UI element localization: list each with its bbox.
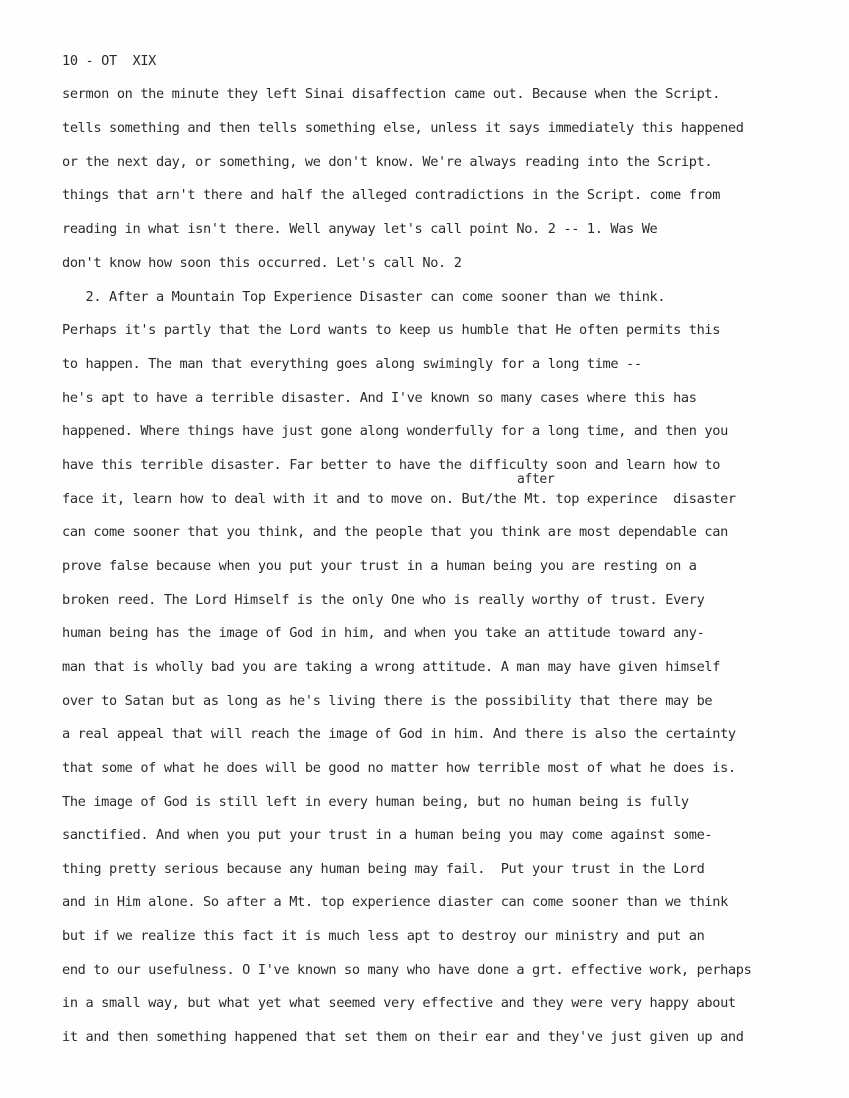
text-line-23: sanctified. And when you put your trust in a human being you may come against some- [62, 827, 713, 843]
text-line-15: prove false because when you put your trust in a human being you are resting on a [62, 558, 697, 574]
text-line-14: can come sooner that you think, and the people that you think are most dependable can [62, 524, 728, 540]
text-line-9: to happen. The man that everything goes along swimingly for a long time -- [62, 356, 642, 372]
text-line-29: it and then something happened that set them on their ear and they've just given up and [62, 1029, 744, 1045]
text-line-19: over to Satan but as long as he's living there is the possibility that there may be [62, 693, 713, 709]
text-line-25: and in Him alone. So after a Mt. top experience diaster can come sooner than we think [62, 894, 728, 910]
text-line-11: happened. Where things have just gone along wonderfully for a long time, and then you [62, 423, 728, 439]
text-line-16: broken reed. The Lord Himself is the only One who is really worthy of trust. Every [62, 592, 705, 608]
text-line-20: a real appeal that will reach the image of God in him. And there is also the certainty [62, 726, 736, 742]
text-line-27: end to our usefulness. O I've known so many who have done a grt. effective work, perhaps [62, 962, 752, 978]
text-line-10: he's apt to have a terrible disaster. And I've known so many cases where this has [62, 390, 697, 406]
interlinear-insert: after [517, 472, 555, 487]
text-line-28: in a small way, but what yet what seemed very effective and they were very happy about [62, 995, 736, 1011]
text-line-7: 2. After a Mountain Top Experience Disaster can come sooner than we think. [62, 289, 666, 305]
text-line-18: man that is wholly bad you are taking a wrong attitude. A man may have given himself [62, 659, 721, 675]
text-line-13: face it, learn how to deal with it and to move on. But/the Mt. top experince disaster [62, 491, 736, 507]
text-line-1: sermon on the minute they left Sinai disaffection came out. Because when the Script. [62, 86, 721, 102]
text-line-24: thing pretty serious because any human being may fail. Put your trust in the Lord [62, 861, 705, 877]
text-line-12: have this terrible disaster. Far better to have the difficulty soon and learn how to [62, 457, 721, 473]
text-line-4: things that arn't there and half the alleged contradictions in the Script. come from [62, 187, 721, 203]
text-line-8: Perhaps it's partly that the Lord wants to keep us humble that He often permits this [62, 322, 721, 338]
text-line-22: The image of God is still left in every human being, but no human being is fully [62, 794, 689, 810]
text-line-5: reading in what isn't there. Well anyway let's call point No. 2 -- 1. Was We [62, 221, 658, 237]
text-line-21: that some of what he does will be good no matter how terrible most of what he does is. [62, 760, 736, 776]
text-line-17: human being has the image of God in him, and when you take an attitude toward any- [62, 625, 705, 641]
text-line-3: or the next day, or something, we don't know. We're always reading into the Script. [62, 154, 713, 170]
page-header: 10 - OT XIX [62, 53, 157, 69]
text-line-6: don't know how soon this occurred. Let's call No. 2 [62, 255, 462, 271]
text-line-26: but if we realize this fact it is much less apt to destroy our ministry and put an [62, 928, 705, 944]
text-line-2: tells something and then tells something else, unless it says immediately this happened [62, 120, 744, 136]
